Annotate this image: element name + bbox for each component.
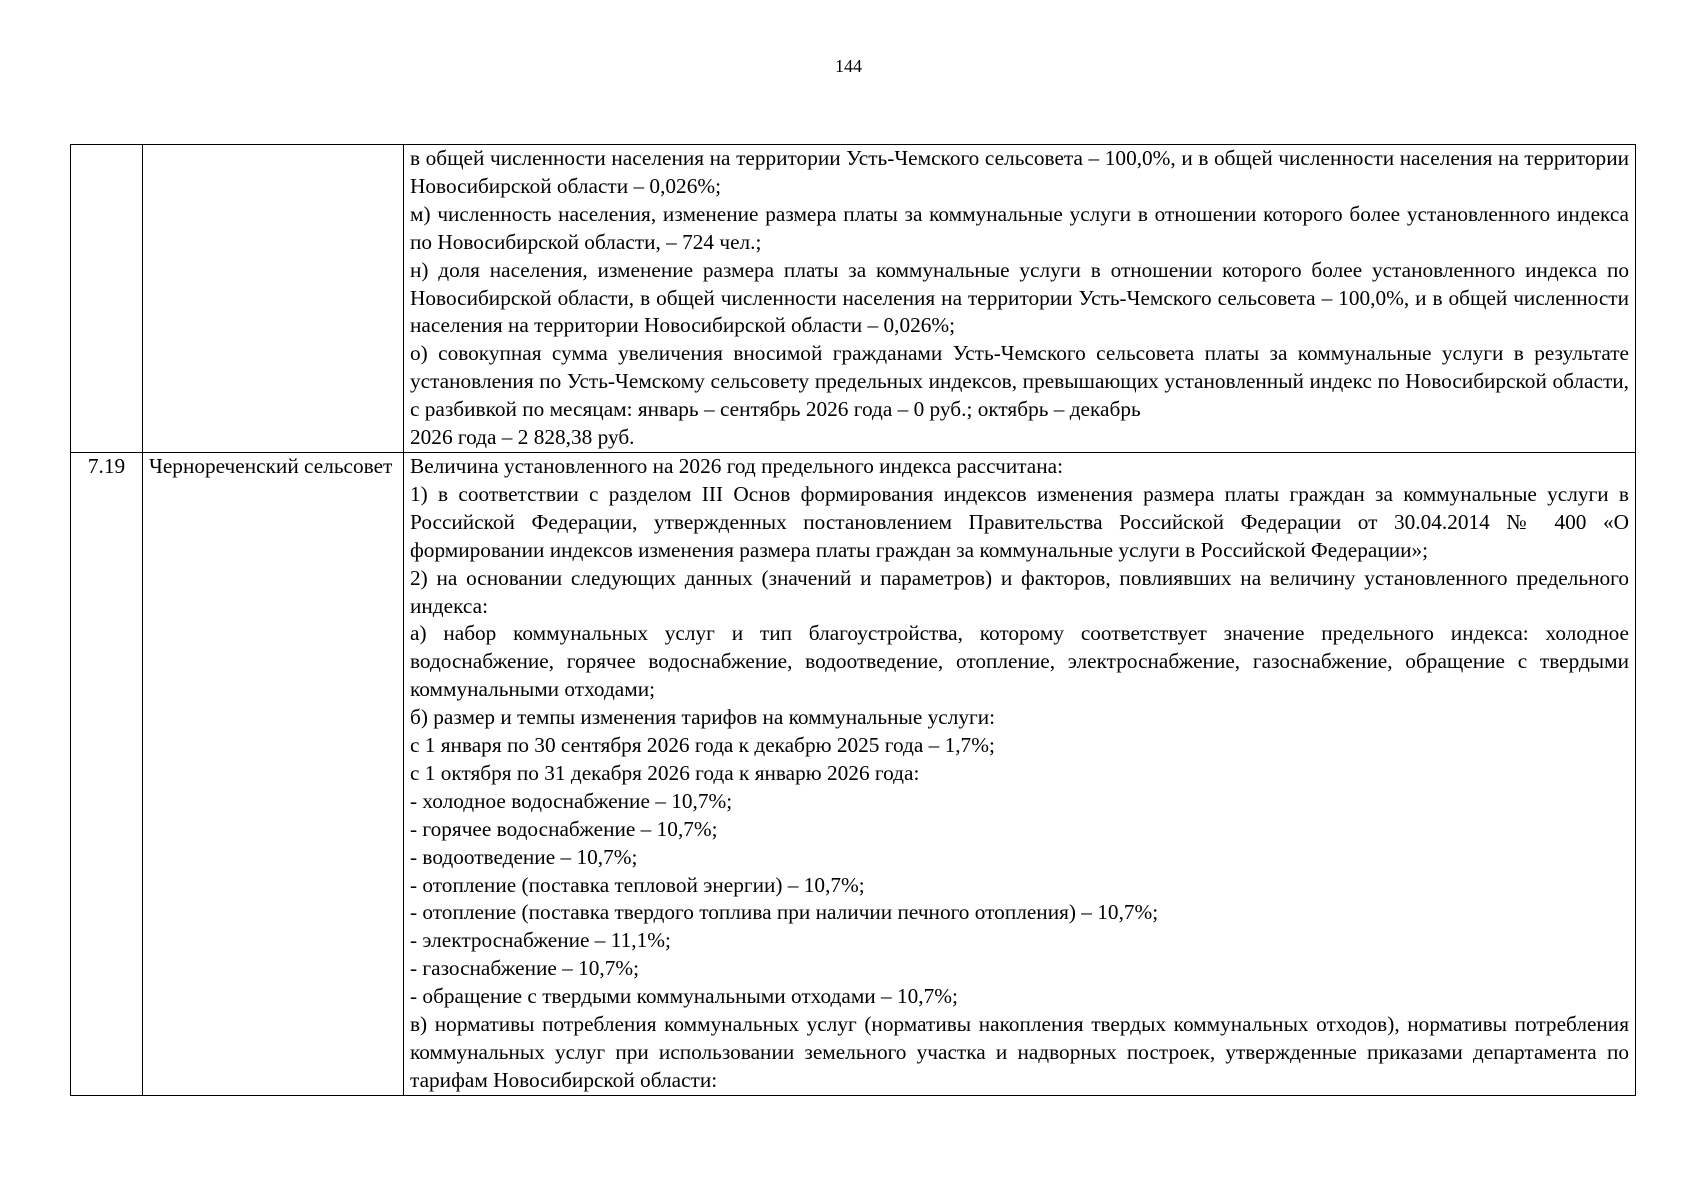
municipality-name-cell: Чернореченский сельсовет bbox=[143, 452, 404, 1095]
description-cell bbox=[404, 452, 1636, 1095]
paragraph-m-population-count: м) численность населения, изменение размера платы за коммунальные услуги в отношении которого более установленного индекса по Новосибирской области, – 724 чел.; bbox=[410, 201, 1629, 254]
paragraph-n-population-share: н) доля населения, изменение размера платы за коммунальные услуги в отношении которого более установленного индекса по Новосибирской области, в общей численности населения на территории Усть-Чемского сельсовета – 100,0%, и в общей численности населения на территории Новосибирской области – 0,026%; bbox=[410, 257, 1629, 338]
description-cell bbox=[404, 145, 1636, 453]
table-row-7-19 bbox=[71, 452, 1636, 1095]
list-item-hot-water: - горячее водоснабжение – 10,7%; bbox=[410, 816, 718, 841]
paragraph-1-basis: 1) в соответствии с разделом III Основ формирования индексов изменения размера платы граждан за коммунальные услуги в Российской Федерации, утвержденных постановлением Правительства Российской Федерации от 30.04.2014 № 400 «О формировании индексов изменения размера платы граждан за коммунальные услуги в Российской Федерации»; bbox=[410, 481, 1629, 562]
paragraph-share-population: в общей численности населения на территории Усть-Чемского сельсовета – 100,0%, и в общей численности населения на территории Новосибирской области – 0,026%; bbox=[410, 146, 1629, 198]
list-item-gas: - газоснабжение – 10,7%; bbox=[410, 956, 640, 981]
paragraph-b-tariffs: б) размер и темпы изменения тарифов на коммунальные услуги: bbox=[410, 705, 996, 730]
paragraph-intro: Величина установленного на 2026 год предельного индекса рассчитана: bbox=[410, 453, 1064, 478]
municipality-name-cell bbox=[143, 145, 404, 453]
paragraph-2-data: 2) на основании следующих данных (значений и параметров) и факторов, повлиявших на величину установленного предельного индекса: bbox=[410, 565, 1629, 618]
paragraph-o-total-increase: о) совокупная сумма увеличения вносимой гражданами Усть-Чемского сельсовета платы за коммунальные услуги в результате установления по Усть-Чемскому сельсовету предельных индексов, превышающих установленный индекс по Новосибирской области, с разбивкой по месяцам: январь – сентябрь 2026 года – 0 руб.; октябрь – декабрь bbox=[410, 341, 1629, 422]
list-item-heating-thermal: - отопление (поставка тепловой энергии) – 10,7%; bbox=[410, 872, 865, 897]
paragraph-o-total-increase-end: 2026 года – 2 828,38 руб. bbox=[410, 425, 635, 450]
list-item-electricity: - электроснабжение – 11,1%; bbox=[410, 928, 671, 953]
row-number-cell bbox=[71, 145, 143, 453]
list-item-sewerage: - водоотведение – 10,7%; bbox=[410, 844, 638, 869]
page-number: 144 bbox=[835, 56, 862, 76]
paragraph-jan-sep: с 1 января по 30 сентября 2026 года к декабрю 2025 года – 1,7%; bbox=[410, 733, 995, 758]
row-number-cell: 7.19 bbox=[71, 452, 143, 1095]
indices-table bbox=[70, 144, 1636, 1096]
table-row-continuation bbox=[71, 145, 1636, 453]
list-item-solid-waste: - обращение с твердыми коммунальными отходами – 10,7%; bbox=[410, 984, 958, 1009]
list-item-cold-water: - холодное водоснабжение – 10,7%; bbox=[410, 788, 733, 813]
paragraph-a-services: а) набор коммунальных услуг и тип благоустройства, которому соответствует значение предельного индекса: холодное водоснабжение, горячее водоснабжение, водоотведение, отопление, электроснабжение, газоснабжение, обращение с твердыми коммунальными отходами; bbox=[410, 621, 1629, 702]
paragraph-v-norms: в) нормативы потребления коммунальных услуг (нормативы накопления твердых коммунальных отходов), нормативы потребления коммунальных услуг при использовании земельного участка и надворных построек, утвержденные приказами департамента по тарифам Новосибирской области: bbox=[410, 1012, 1629, 1092]
paragraph-oct-dec: с 1 октября по 31 декабря 2026 года к январю 2026 года: bbox=[410, 760, 920, 785]
list-item-heating-solid-fuel: - отопление (поставка твердого топлива при наличии печного отопления) – 10,7%; bbox=[410, 900, 1159, 925]
